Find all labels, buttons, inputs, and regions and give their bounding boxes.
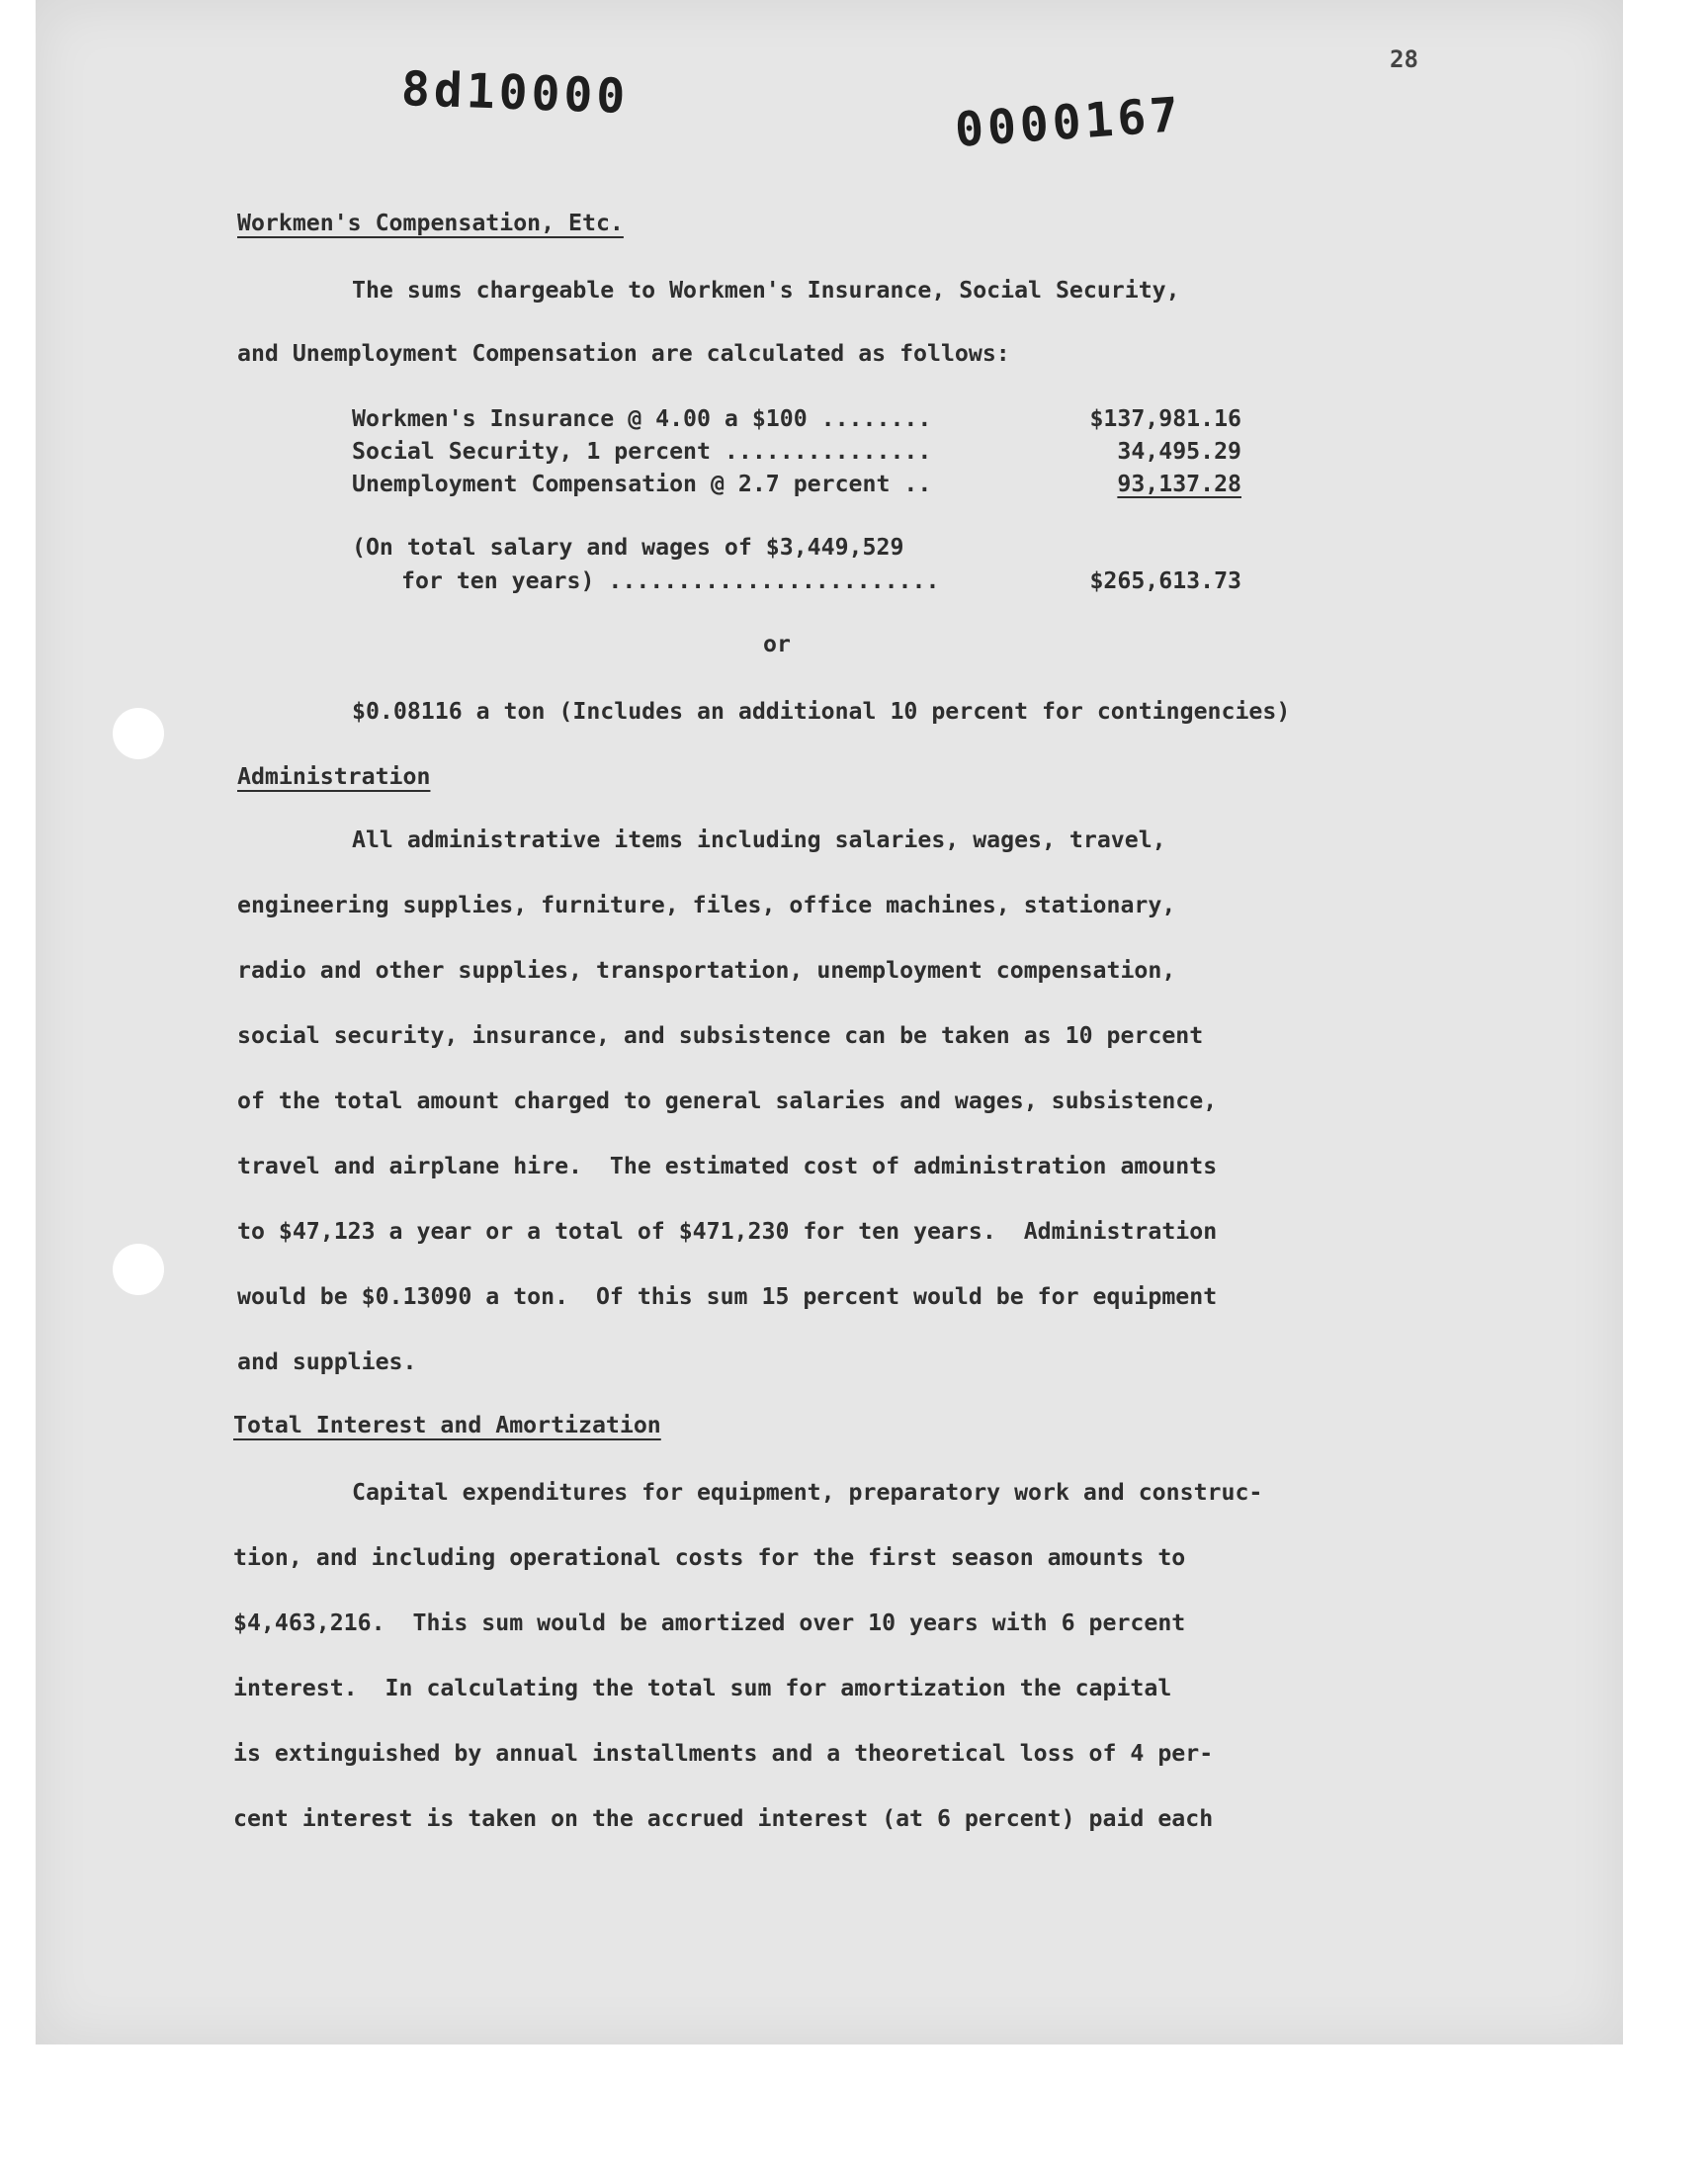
interest-line: tion, and including operational costs for the first season amounts to [233,1544,1186,1571]
interest-line: is extinguished by annual installments and a theoretical loss of 4 per- [233,1740,1214,1767]
item-label: Workmen's Insurance @ 4.00 a $100 ........ [352,405,932,432]
workmens-intro-2: and Unemployment Compensation are calculated as follows: [237,340,1010,367]
administration-line: radio and other supplies, transportation, unemployment compensation, [237,957,1176,984]
punch-hole-top [113,708,164,759]
punch-hole-bottom [113,1244,164,1295]
item-amount: $137,981.16 [1089,405,1241,432]
workmens-item-social-security [352,438,1241,468]
workmens-total-row [352,567,1241,597]
administration-heading: Administration [237,763,431,790]
stamp-left: 8d10000 [400,60,631,126]
administration-line: All administrative items including salaries, wages, travel, [352,826,1166,853]
item-label: Unemployment Compensation @ 2.7 percent .. [352,471,932,497]
workmens-heading: Workmen's Compensation, Etc. [237,210,624,236]
total-amount: $265,613.73 [1089,567,1241,594]
administration-line: would be $0.13090 a ton. Of this sum 15 percent would be for equipment [237,1283,1218,1310]
interest-line: interest. In calculating the total sum for amortization the capital [233,1675,1172,1701]
workmens-item-insurance [352,405,1241,435]
administration-line: engineering supplies, furniture, files, office machines, stationary, [237,892,1176,918]
workmens-total-line-1: (On total salary and wages of $3,449,529 [352,534,904,561]
workmens-intro-1: The sums chargeable to Workmen's Insurance, Social Security, [352,277,1180,304]
item-amount: 93,137.28 [1117,471,1241,497]
interest-line: cent interest is taken on the accrued interest (at 6 percent) paid each [233,1805,1214,1832]
stamp-center: 0000167 [953,87,1184,158]
administration-line: of the total amount charged to general salaries and wages, subsistence, [237,1088,1218,1114]
interest-line: $4,463,216. This sum would be amortized over 10 years with 6 percent [233,1610,1186,1636]
item-amount: 34,495.29 [1117,438,1241,465]
per-ton-text: $0.08116 a ton (Includes an additional 10 percent for contingencies) [352,698,1291,725]
interest-heading: Total Interest and Amortization [233,1412,661,1438]
administration-line: and supplies. [237,1348,417,1375]
total-label: for ten years) ........................ [401,567,940,594]
administration-line: social security, insurance, and subsistence can be taken as 10 percent [237,1022,1204,1049]
administration-line: travel and airplane hire. The estimated cost of administration amounts [237,1153,1218,1179]
administration-line: to $47,123 a year or a total of $471,230 for ten years. Administration [237,1218,1218,1245]
or-text: or [763,631,791,657]
item-label: Social Security, 1 percent ............... [352,438,932,465]
page-number: 28 [1390,45,1418,73]
interest-line: Capital expenditures for equipment, preparatory work and construc- [352,1479,1263,1506]
workmens-item-unemployment [352,471,1241,500]
